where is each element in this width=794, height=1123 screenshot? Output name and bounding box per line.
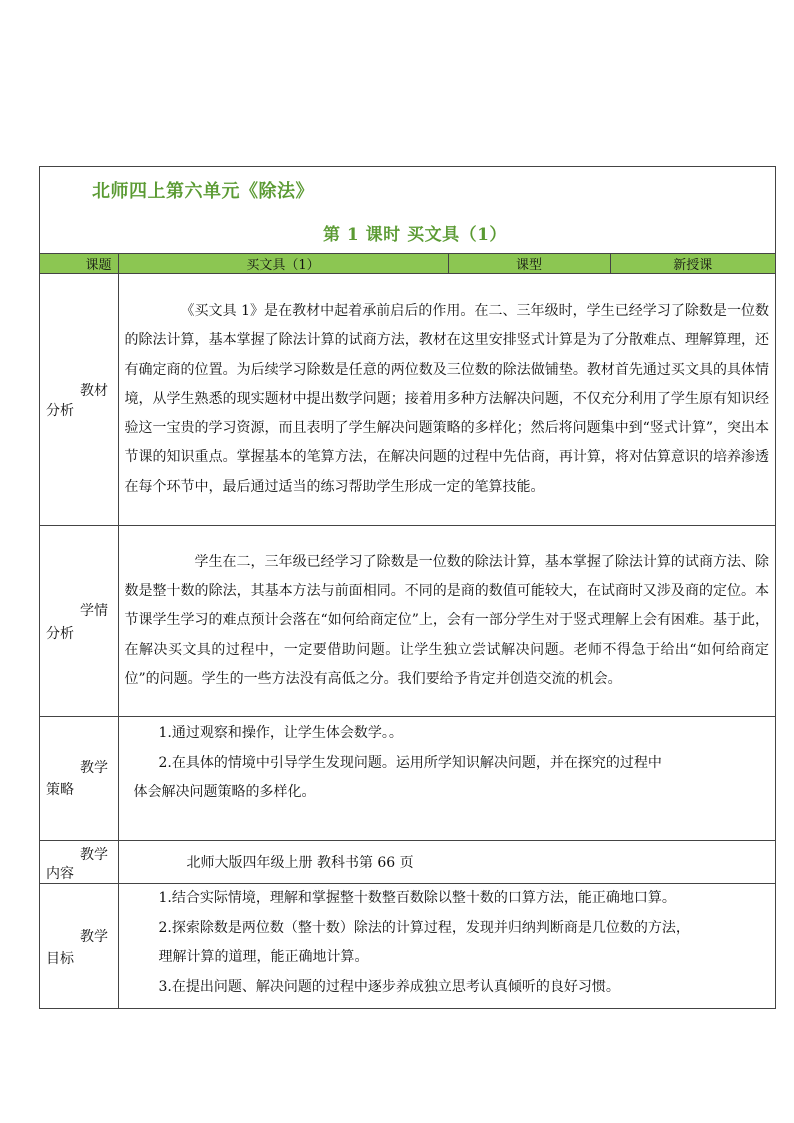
goals-row (40, 884, 775, 1008)
lesson-plan-sheet (39, 166, 776, 1009)
learner-label (40, 526, 118, 717)
goals-text (118, 884, 775, 1008)
learner-analysis-row (40, 526, 775, 717)
strategy-label (40, 717, 118, 841)
content-label-line1: 教学 (80, 847, 108, 863)
type-label: 课型 (448, 254, 610, 274)
type-value: 新授课 (610, 254, 775, 274)
strategy-label-line1: 教学 (80, 760, 108, 776)
goal-item-2a: 2.探索除数是两位数（整十数）除法的计算过程，发现并归纳判断商是几位数的方法， (158, 919, 690, 936)
goal-item-1: 1.结合实际情境，理解和掌握整十数整百数除以整十数的口算方法，能正确地口算。 (158, 890, 676, 906)
content-text: 北师大版四年级上册 教科书第 66 页 (118, 841, 775, 884)
goals-label-line2: 目标 (46, 951, 74, 967)
material-analysis-text: 《买文具 1》是在教材中起着承前启后的作用。在二、三年级时，学生已经学习了除数是一位数的除法计算，基本掌握了除法计算的试商方法，教材在这里安排竖式计算是为了分散难点、理解算理，还有确定商的位置。为后续学习除数是任意的两位数及三位数的除法做铺垫。教材首先通过买文具的具体情境，从学生熟悉的现实题材中提出数学问题；接着用多种方法解决问题，不仅充分利用了学生原有知识经验这一宝贵的学习资源，而且表明了学生解决问题策略的多样化；然后将问题集中到“竖式计算”，突出本节课的知识重点。掌握基本的笔算方法，在解决问题的过程中先估商，再计算，将对估算意识的培养渗透在每个环节中，最后通过适当的练习帮助学生形成一定的笔算技能。 (118, 274, 775, 526)
learner-label-line1: 学情 (80, 603, 108, 619)
lesson-subtitle: 第 1 课时 买文具（1） (323, 225, 507, 245)
learner-analysis-text: 学生在二，三年级已经学习了除数是一位数的除法计算，基本掌握了除法计算的试商方法、除数是整十数的除法，其基本方法与前面相同。不同的是商的数值可能较大，在试商时又涉及商的定位。本节课学生学习的难点预计会落在“如何给商定位”上，会有一部分学生对于竖式理解上会有困难。基于此，在解决买文具的过程中，一定要借助问题。让学生独立尝试解决问题。老师不得急于给出“如何给商定位”的问题。学生的一些方法没有高低之分。我们要给予肯定并创造交流的机会。 (118, 526, 775, 717)
document-title: 北师四上第六单元《除法》 (92, 181, 314, 202)
material-label (40, 274, 118, 526)
material-label-line2: 分析 (46, 403, 74, 419)
topic-label: 课题 (40, 254, 118, 274)
content-label-line2: 内容 (46, 866, 74, 882)
content-row (40, 841, 775, 884)
strategy-item-1: 1.通过观察和操作，让学生体会数学。。 (158, 725, 403, 741)
strategy-item-2a: 2.在具体的情境中引导学生发现问题。运用所学知识解决问题，并在探究的过程中 (158, 754, 662, 771)
material-analysis-row (40, 274, 775, 526)
content-label (40, 841, 118, 884)
strategy-label-line2: 策略 (46, 782, 74, 798)
material-label-line1: 教材 (80, 383, 108, 399)
topic-value: 买文具（1） (118, 254, 448, 274)
strategy-row (40, 717, 775, 841)
goals-label (40, 884, 118, 1008)
learner-label-line2: 分析 (46, 626, 74, 642)
title-block (40, 167, 775, 254)
header-row (40, 254, 775, 274)
goal-item-3: 3.在提出问题、解决问题的过程中逐步养成独立思考认真倾听的良好习惯。 (158, 978, 620, 995)
goal-item-2b: 理解计算的道理，能正确地计算。 (158, 949, 369, 965)
lesson-table (40, 254, 775, 1008)
strategy-text (118, 717, 775, 841)
goals-label-line1: 教学 (80, 929, 108, 945)
strategy-item-2b: 体会解决问题策略的多样化。 (133, 784, 316, 800)
